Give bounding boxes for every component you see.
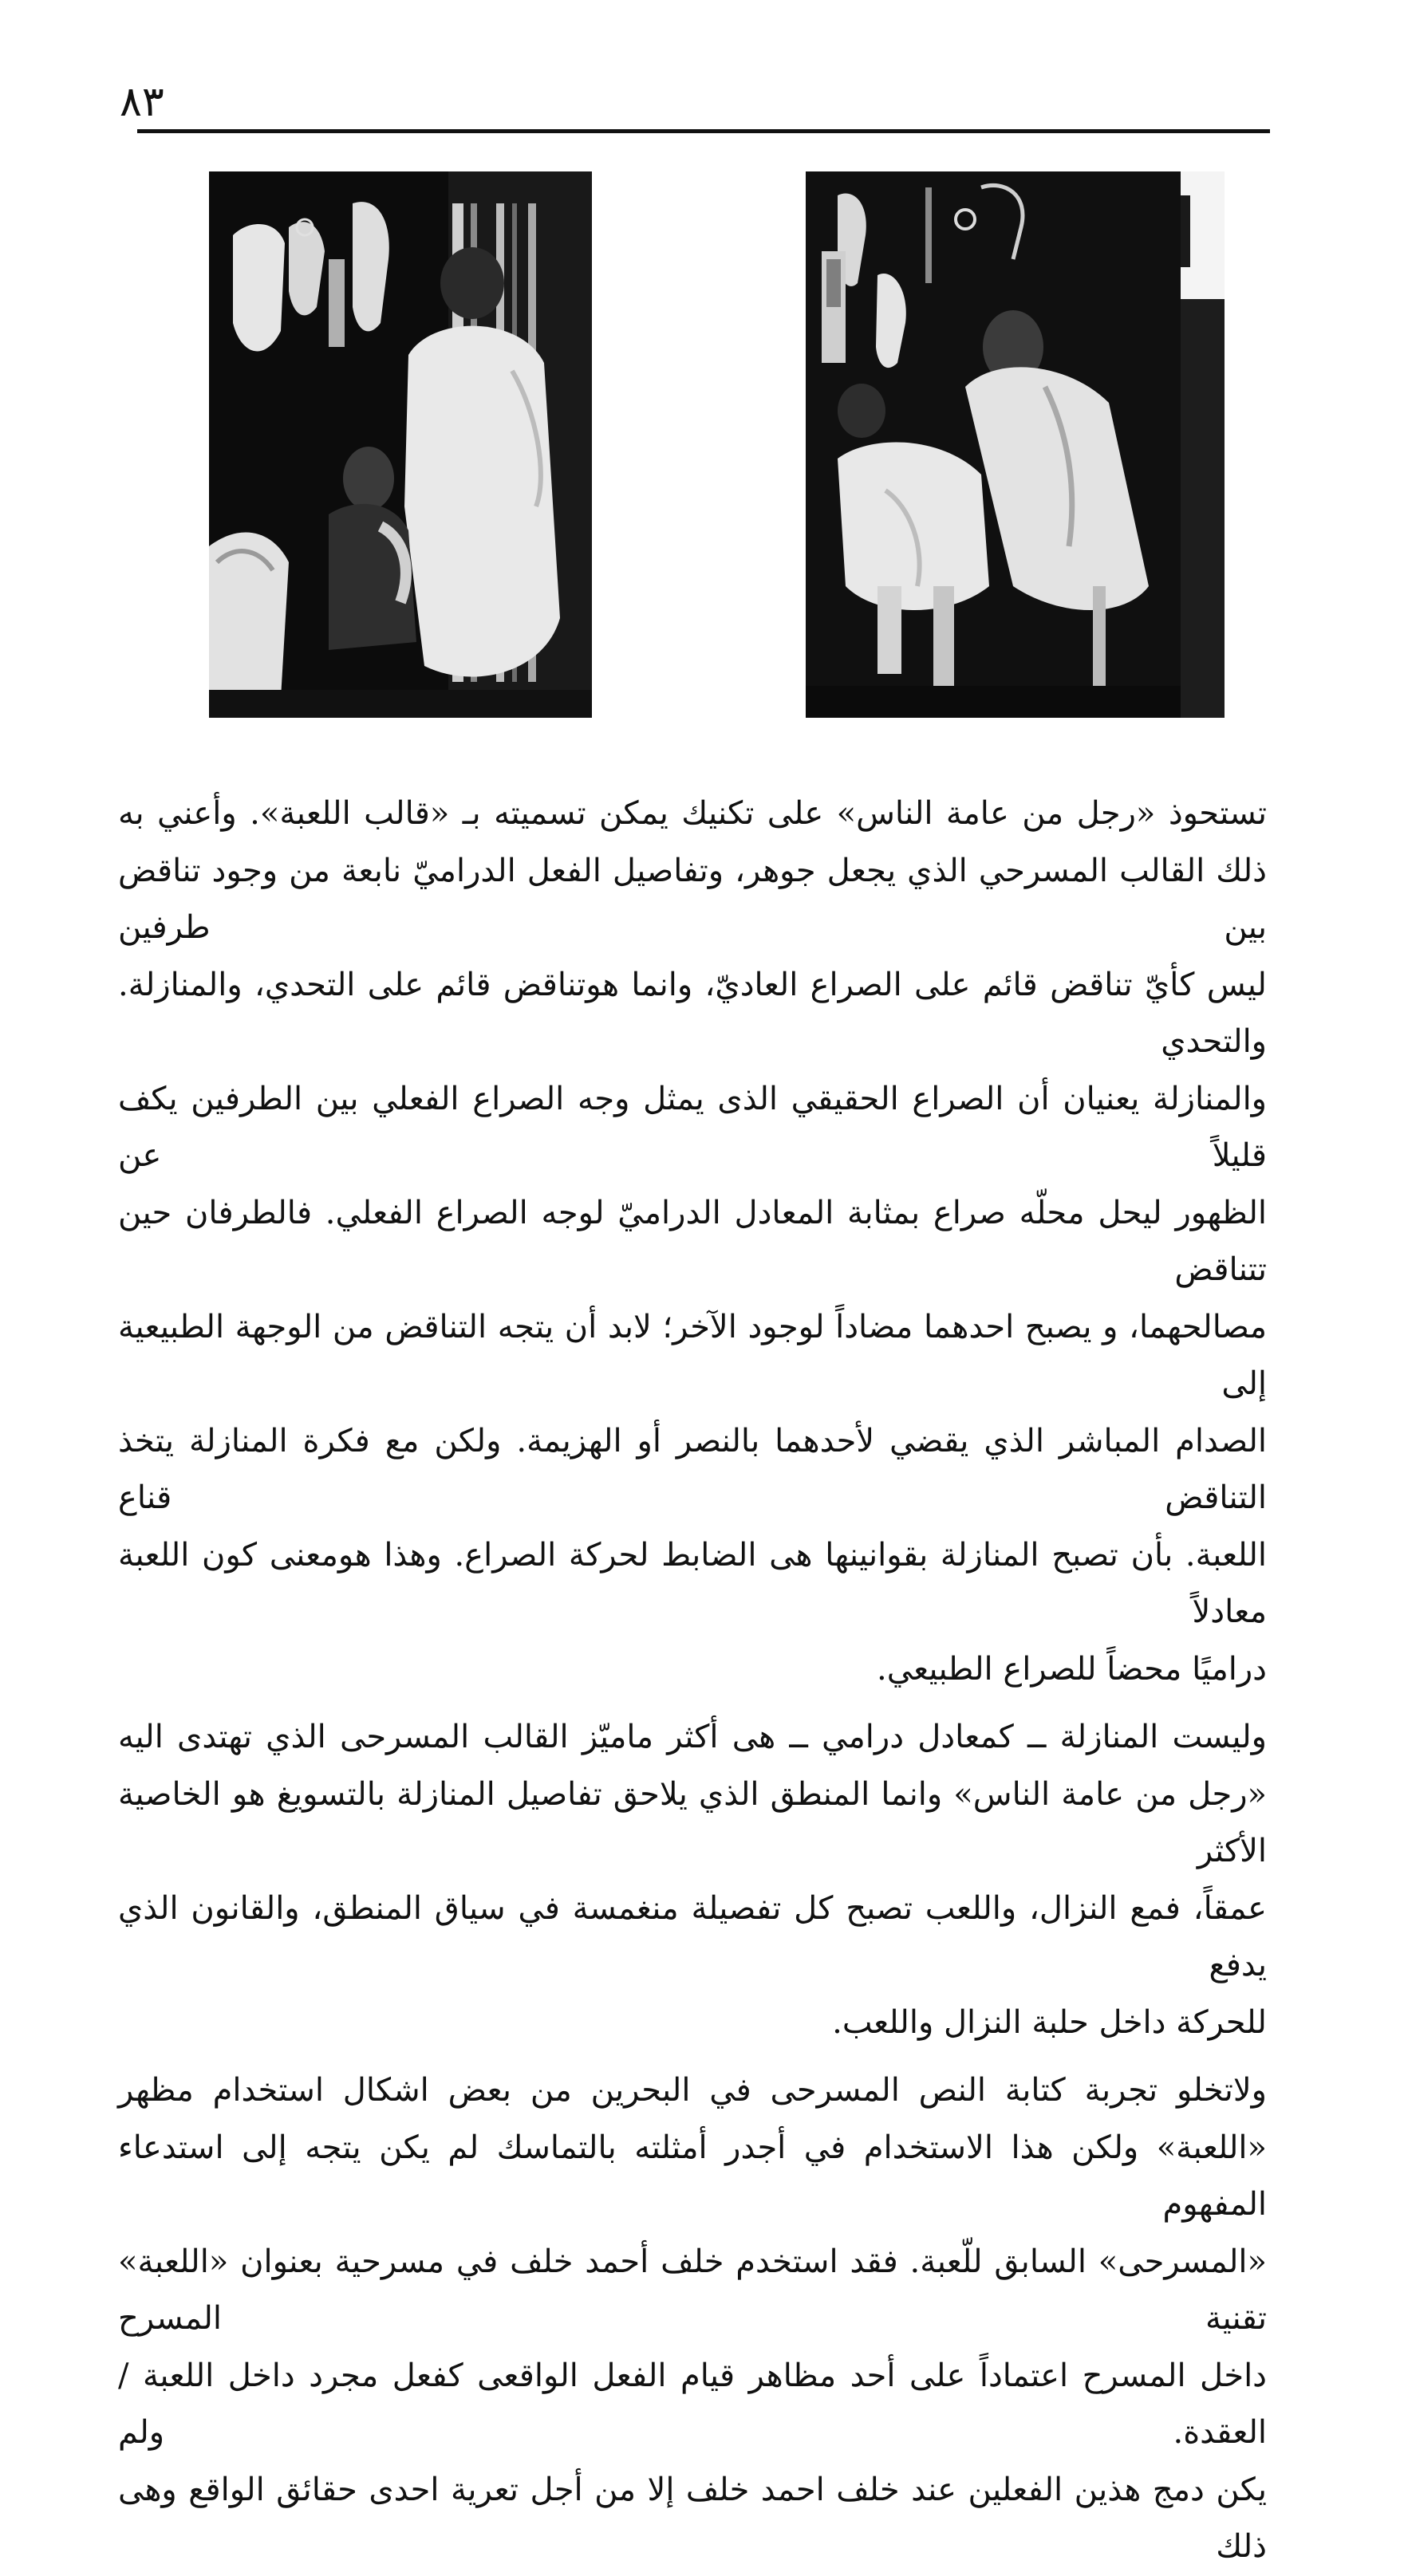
text-line: ذلك القالب المسرحي الذي يجعل جوهر، وتفاصيل الفعل الدراميّ نابعة من وجود تناقض بين طرفين bbox=[118, 852, 1267, 946]
body-text bbox=[118, 786, 1267, 2576]
text-line: الصدام المباشر الذي يقضي لأحدهما بالنصر أو الهزيمة. ولكن مع فكرة المنازلة يتخذ التناقض قناع bbox=[118, 1422, 1267, 1516]
text-line: تستحوذ «رجل من عامة الناس» على تكنيك يمكن تسميته بـ «قالب اللعبة». وأعني به bbox=[118, 795, 1267, 832]
text-line: «المسرحى» السابق للّعبة. فقد استخدم خلف أحمد خلف في مسرحية بعنوان «اللعبة» تقنية المسرح bbox=[118, 2243, 1267, 2337]
text-line: اللعبة. بأن تصبح المنازلة بقوانينها هى الضابط لحركة الصراع. وهذا هومعنى كون اللعبة معادلاً bbox=[118, 1536, 1267, 1630]
right-photo bbox=[806, 171, 1225, 718]
text-line: ليس كأيّ تناقض قائم على الصراع العاديّ، وانما هوتناقض قائم على التحدي، والمنازلة. والتحدي bbox=[118, 966, 1267, 1060]
text-line: وليست المنازلة ــ كمعادل درامي ــ هى أكثر ماميّز القالب المسرحى الذي تهتدى اليه bbox=[118, 1719, 1267, 1755]
text-line: دراميًا محضاً للصراع الطبيعي. bbox=[877, 1650, 1267, 1688]
text-line: «اللعبة» ولكن هذا الاستخدام في أجدر أمثلته بالتماسك لم يكن يتجه إلى استدعاء المفهوم bbox=[118, 2129, 1267, 2223]
text-line: ولاتخلو تجربة كتابة النص المسرحى في البحرين من بعض اشكال استخدام مظهر bbox=[118, 2072, 1267, 2109]
text-line: مصالحهما، و يصبح احدهما مضاداً لوجود الآخر؛ لابد أن يتجه التناقض من الوجهة الطبيعية إلى bbox=[118, 1308, 1267, 1402]
paragraph-2 bbox=[118, 1709, 1267, 2051]
text-line: «رجل من عامة الناس» وانما المنطق الذي يلاحق تفاصيل المنازلة بالتسويغ هو الخاصية الأكثر bbox=[118, 1775, 1267, 1869]
left-photo bbox=[209, 171, 592, 718]
text-line: الظهور ليحل محلّه صراع بمثابة المعادل الدراميّ لوجه الصراع الفعلي. فالطرفان حين تتناقض bbox=[118, 1194, 1267, 1288]
page-number: ٨٣ bbox=[120, 78, 164, 126]
text-line: والمنازلة يعنيان أن الصراع الحقيقي الذى يمثل وجه الصراع الفعلي بين الطرفين يكف قليلاً عن bbox=[118, 1080, 1267, 1174]
header-rule bbox=[137, 129, 1270, 133]
paragraph-3 bbox=[118, 2062, 1267, 2576]
paragraph-1 bbox=[118, 786, 1267, 1698]
text-line: يكن دمج هذين الفعلين عند خلف احمد خلف إلا من أجل تعرية احدى حقائق الواقع وهى ذلك bbox=[118, 2471, 1267, 2565]
text-line: عمقاً، فمع النزال، واللعب تصبح كل تفصيلة منغمسة في سياق المنطق، والقانون الذي يدفع bbox=[118, 1889, 1267, 1983]
text-line: داخل المسرح اعتماداً على أحد مظاهر قيام الفعل الواقعى كفعل مجرد داخل اللعبة / العقدة. ولم bbox=[118, 2357, 1267, 2451]
text-line: للحركة داخل حلبة النزال واللعب. bbox=[832, 2003, 1267, 2041]
